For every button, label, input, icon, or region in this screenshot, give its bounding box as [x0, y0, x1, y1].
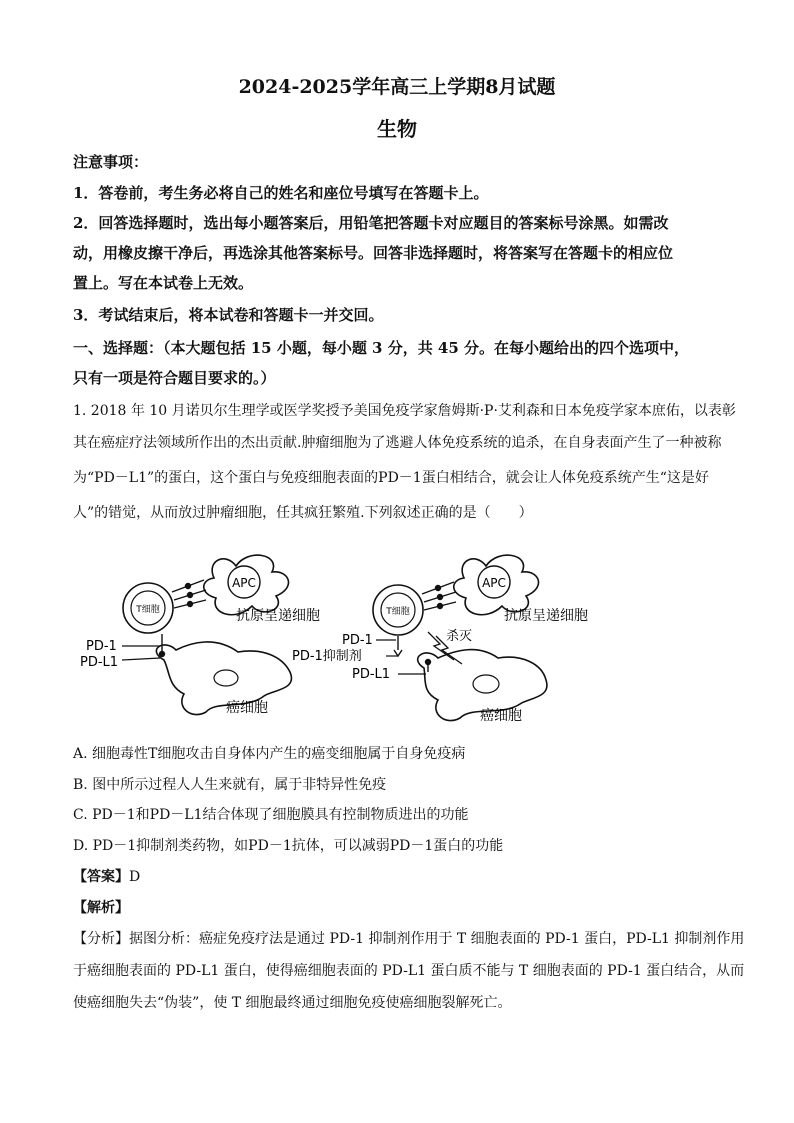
cancer-nucleus-right: [473, 675, 499, 693]
subject-title: 生物: [377, 117, 417, 141]
section-heading: 一、选择题：（本大题包括 15 小题，每小题 3 分，共 45 分。在每小题给出的四个选项中，: [73, 339, 690, 357]
notice-line: 3．考试结束后，将本试卷和答题卡一并交回。: [73, 306, 384, 324]
inhibitor-binding-right: [394, 636, 431, 672]
option-a: A. 细胞毒性T细胞攻击自身体内产生的癌变细胞属于自身免疫病: [73, 746, 466, 762]
immune-diagram: [76, 540, 636, 730]
apc-desc-right: 抗原呈递细胞: [504, 608, 588, 624]
analysis-line: 于癌细胞表面的 PD-L1 蛋白，使得癌细胞表面的 PD-L1 蛋白质不能与 T 细胞表面的 PD-1 蛋白结合，从而: [73, 963, 745, 979]
receptor-bindings-right: [422, 582, 456, 610]
notice-heading: 注意事项：: [73, 153, 149, 171]
option-b: B. 图中所示过程人人生来就有，属于非特异性免疫: [73, 777, 387, 793]
t-cell-label-left: T细胞: [136, 605, 160, 615]
analysis-line: 使癌细胞失去“伪装”，使 T 细胞最终通过细胞免疫使癌细胞裂解死亡。: [73, 995, 512, 1011]
cancer-cell-left: [156, 642, 291, 715]
answer-value: D: [129, 869, 141, 885]
kill-label: 杀灭: [446, 629, 473, 644]
exam-title: 2024-2025学年高三上学期8月试题: [238, 76, 556, 98]
notice-line: 置上。写在本试卷上无效。: [73, 274, 254, 292]
analysis-line: 【分析】据图分析：癌症免疫疗法是通过 PD-1 抑制剂作用于 T 细胞表面的 PD-1 蛋白，PD-L1 抑制剂作用: [73, 931, 745, 947]
pd1-label-left: PD-1: [86, 639, 117, 654]
apc-desc-left: 抗原呈递细胞: [236, 608, 320, 624]
cancer-label-left: 癌细胞: [226, 700, 268, 716]
notice-line: 动，用橡皮擦干净后，再选涂其他答案标号。回答非选择题时，将答案写在答题卡的相应位: [73, 244, 674, 262]
cancer-nucleus-left: [214, 670, 238, 686]
apc-label-right: APC: [482, 576, 506, 590]
inhibitor-label-right: PD-1抑制剂: [292, 649, 362, 664]
pdl1-label-left: PD-L1: [80, 655, 119, 670]
question-stem-line: 其在癌症疗法领域所作出的杰出贡献.肿瘤细胞为了逃避人体免疫系统的追杀，在自身表面产生了一种被称: [73, 435, 722, 451]
section-heading-cont: 只有一项是符合题目要求的。）: [73, 369, 276, 387]
question-stem-line: 为“PD－L1”的蛋白，这个蛋白与免疫细胞表面的PD－1蛋白相结合，就会让人体免疫系统产生“这是好: [73, 470, 709, 486]
t-cell-label-right: T细胞: [386, 607, 410, 617]
pdl1-pointer-left: [122, 658, 160, 660]
question-stem-line: 人”的错觉，从而放过肿瘤细胞，任其疯狂繁殖.下列叙述正确的是（ ）: [73, 505, 533, 521]
pdl1-label-right: PD-L1: [352, 667, 391, 682]
notice-line: 2．回答选择题时，选出每小题答案后，用铅笔把答题卡对应题目的答案标号涂黑。如需改: [73, 214, 669, 232]
question-stem-line: 1. 2018 年 10 月诺贝尔生理学或医学奖授予美国免疫学家詹姆斯·P·艾利森和日本免疫学家本庶佑，以表彰: [73, 403, 736, 419]
notice-line: 1．答卷前，考生务必将自己的姓名和座位号填写在答题卡上。: [73, 184, 489, 202]
cancer-label-right: 癌细胞: [480, 708, 522, 724]
apc-label-left: APC: [232, 576, 256, 590]
pd1-label-right: PD-1: [342, 633, 373, 648]
option-d: D. PD－1抑制剂类药物，如PD－1抗体，可以减弱PD－1蛋白的功能: [73, 838, 504, 854]
option-c: C. PD－1和PD－L1结合体现了细胞膜具有控制物质进出的功能: [73, 807, 469, 823]
receptor-bindings-left: [172, 580, 206, 608]
answer-line: [73, 867, 723, 887]
answer-label: 【答案】: [73, 869, 129, 885]
analysis-label: 【解析】: [73, 900, 129, 916]
